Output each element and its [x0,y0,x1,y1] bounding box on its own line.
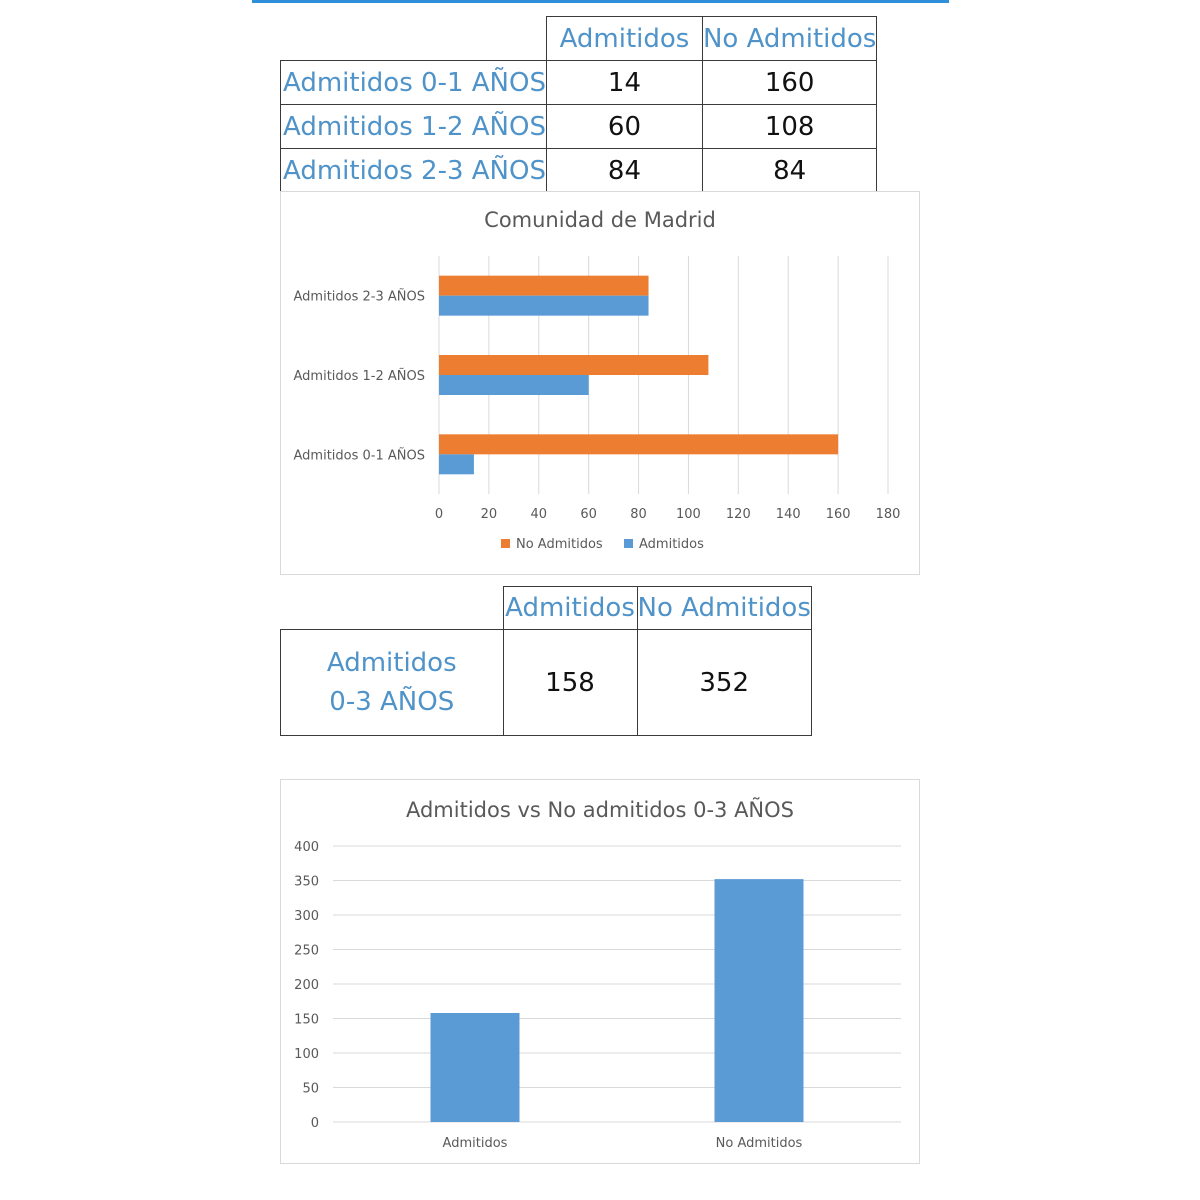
y-tick-label: 100 [294,1047,319,1062]
table-row [281,630,812,736]
chart-admitidos-vs-no-admitidos [280,779,920,1164]
legend-label-admitidos: Admitidos [639,537,704,552]
horizontal-bar-chart [281,192,919,574]
row-label-cell [281,630,504,736]
x-tick-label: 60 [580,507,597,522]
cell-admitidos: 60 [546,105,702,149]
row-label: Admitidos 1-2 AÑOS [281,105,547,149]
bar-admitidos [439,454,474,474]
cell-no-admitidos: 352 [637,630,811,736]
x-tick-label: 100 [676,507,701,522]
bar-no-admitidos [715,879,804,1122]
table-row [281,105,877,149]
y-tick-label: 150 [294,1012,319,1028]
x-tick-label: 180 [875,507,901,522]
bar-admitidos [431,1013,520,1122]
y-category-label: Admitidos 1-2 AÑOS [293,369,425,384]
row-label: Admitidos 2-3 AÑOS [281,149,547,193]
column-header-no-admitidos: No Admitidos [702,17,876,61]
cell-admitidos: 158 [503,630,637,736]
cell-admitidos: 14 [546,61,702,105]
x-tick-label: 20 [480,507,498,522]
x-tick-label: 120 [725,507,751,522]
y-tick-label: 300 [294,909,319,924]
legend-swatch-admitidos [624,539,633,548]
y-tick-label: 250 [294,943,319,959]
bar-no-admitidos [439,434,838,454]
x-category-label: Admitidos [442,1136,508,1151]
table-corner-cell [281,17,547,61]
row-label: Admitidos 0-3 AÑOS [326,647,457,717]
chart-comunidad-de-madrid [280,191,920,575]
column-header-admitidos: Admitidos [546,17,702,61]
y-tick-label: 350 [294,874,319,890]
table-header-row [281,587,812,630]
table-row [281,61,877,105]
legend-swatch-no-admitidos [501,539,510,548]
x-tick-label: 0 [434,507,444,522]
cell-no-admitidos: 84 [702,149,876,193]
column-header-admitidos: Admitidos [503,587,637,630]
y-tick-label: 0 [310,1116,319,1131]
y-category-label: Admitidos 2-3 AÑOS [293,289,425,305]
x-category-label: No Admitidos [715,1136,803,1151]
cell-no-admitidos: 108 [702,105,876,149]
chart-title: Comunidad de Madrid [484,208,716,232]
table-row [281,149,877,193]
row-label: Admitidos 0-1 AÑOS [281,61,547,105]
y-tick-label: 50 [302,1081,319,1097]
y-category-label: Admitidos 0-1 AÑOS [293,448,425,464]
column-header-no-admitidos: No Admitidos [637,587,811,630]
bar-no-admitidos [439,276,649,296]
y-tick-label: 200 [294,978,319,993]
chart-title: Admitidos vs No admitidos 0-3 AÑOS [405,798,795,822]
cell-no-admitidos: 160 [702,61,876,105]
x-tick-label: 40 [530,507,548,522]
vertical-bar-chart [281,780,919,1163]
top-divider-line [252,0,949,3]
x-tick-label: 140 [775,507,801,522]
cell-admitidos: 84 [546,149,702,193]
table-corner-cell [281,587,504,630]
x-tick-label: 80 [630,507,647,522]
x-tick-label: 160 [825,507,851,522]
legend-label-no-admitidos: No Admitidos [516,537,603,552]
bar-no-admitidos [439,355,708,375]
bar-admitidos [439,375,589,395]
bar-admitidos [439,296,649,316]
table-header-row [281,17,877,61]
admission-table-total [280,586,812,736]
y-tick-label: 400 [294,840,319,855]
admission-table-by-age [280,16,877,193]
